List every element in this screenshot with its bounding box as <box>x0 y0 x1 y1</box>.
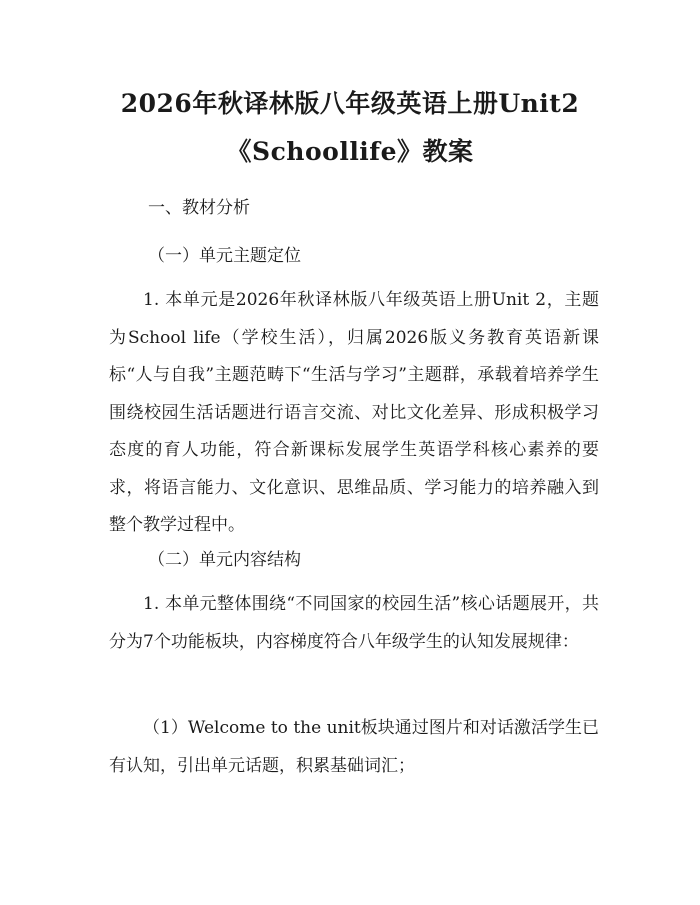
paragraph-unit-structure <box>109 586 599 661</box>
subsection-heading-unit-theme: （一）单元主题定位 <box>148 246 301 266</box>
paragraph-text: （1）Welcome to the unit板块通过图片和对话激活学生已有认知，引出单元话题，积累基础词汇； <box>109 718 599 776</box>
page-bottom-margin <box>0 885 700 905</box>
paragraph-unit-theme <box>109 282 599 545</box>
list-item-welcome-to-the-unit <box>109 710 599 785</box>
subsection-heading-unit-structure: （二）单元内容结构 <box>148 550 301 570</box>
document-title-line1: 2026年秋译林版八年级英语上册Unit2 <box>120 89 580 118</box>
paragraph-text: 1. 本单元整体围绕“不同国家的校园生活”核心话题展开，共分为7个功能板块，内容梯度符合八年级学生的认知发展规律： <box>109 594 599 652</box>
section-heading-teaching-material-analysis: 一、教材分析 <box>148 198 250 218</box>
document-title-line2: 《Schoollife》教案 <box>226 137 474 166</box>
paragraph-text: 1. 本单元是2026年秋译林版八年级英语上册Unit 2，主题为School life（学校生活），归属2026版义务教育英语新课标“人与自我”主题范畴下“生活与学习”主题群，承载着培养学生围绕校园生活话题进行语言交流、对比文化差异、形成积极学习态度的育人功能，符合新课标发展学生英语学科核心素养的要求，将语言能力、文化意识、思维品质、学习能力的培养融入到整个教学过程中。 <box>109 290 599 535</box>
